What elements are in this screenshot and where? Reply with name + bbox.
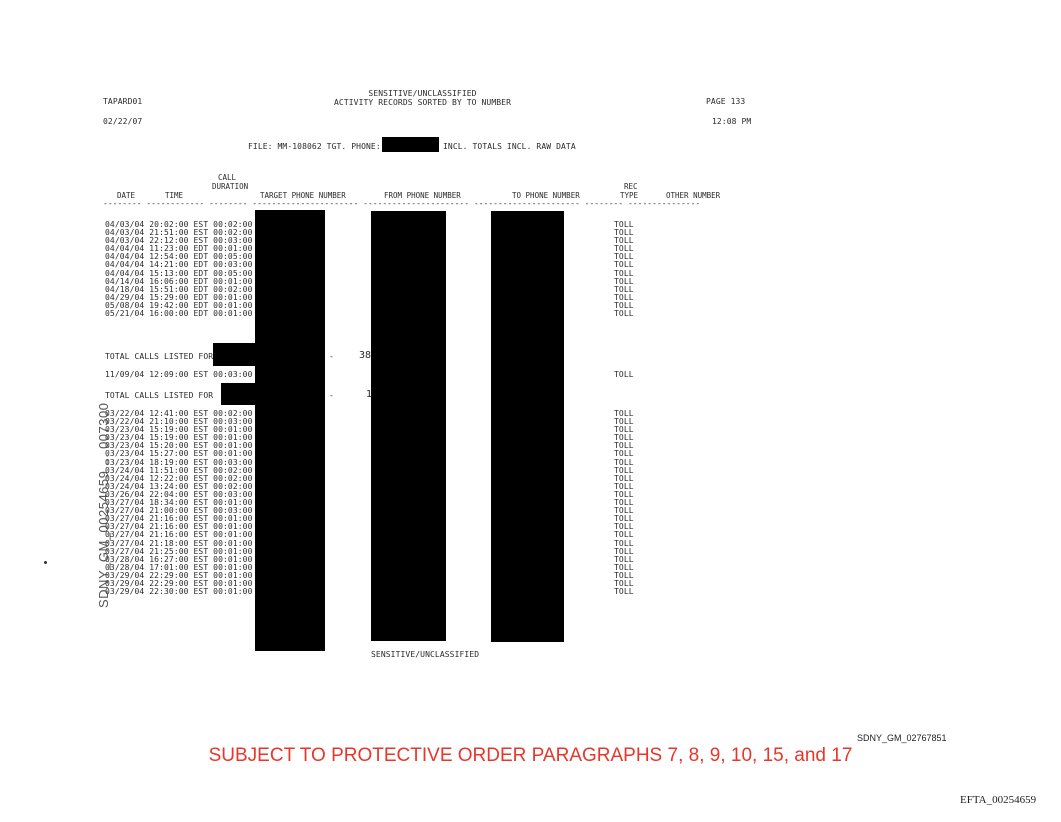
col-target: TARGET PHONE NUMBER [260,191,346,200]
record-datetime-duration: 03/27/04 21:25:00 EST 00:01:00 [105,546,253,556]
record-datetime-duration: 04/03/04 22:12:00 EST 00:03:00 [105,236,253,246]
total-count: 38 [359,350,372,361]
record-type: TOLL [614,284,634,294]
record-datetime-duration: 03/27/04 18:34:00 EST 00:01:00 [105,498,253,508]
record-datetime-duration: 05/21/04 16:00:00 EDT 00:01:00 [105,309,253,319]
total-count: 1 [366,389,373,400]
record-datetime-duration: 03/24/04 12:22:00 EST 00:02:00 [105,473,253,483]
record-datetime-duration: 04/03/04 21:51:00 EST 00:02:00 [105,228,253,238]
record-type: TOLL [614,506,634,516]
classification-bottom: SENSITIVE/UNCLASSIFIED [371,650,480,659]
record-type: TOLL [614,409,634,418]
record-type: TOLL [614,228,634,238]
record-type: TOLL [614,441,634,451]
record-type: TOLL [614,465,634,475]
record-type: TOLL [614,370,634,379]
total-dash: - [329,352,334,361]
record-datetime-duration: 04/04/04 15:13:00 EDT 00:05:00 [105,268,253,278]
record-type: TOLL [614,489,634,499]
record-type: TOLL [614,498,634,508]
report-title: ACTIVITY RECORDS SORTED BY TO NUMBER [334,98,511,107]
record-type: TOLL [614,554,634,564]
record-type: TOLL [614,425,634,435]
record-type: TOLL [614,587,634,597]
col-time: TIME [165,191,184,200]
redaction-to-column [491,211,564,642]
record-datetime-duration: 03/23/04 15:19:00 EST 00:01:00 [105,425,253,435]
record-datetime-duration: 04/04/04 11:23:00 EDT 00:01:00 [105,244,253,254]
total-dash: - [329,391,334,400]
record-type: TOLL [614,417,634,427]
record-type: TOLL [614,481,634,491]
record-type: TOLL [614,220,634,229]
record-type: TOLL [614,292,634,302]
classification-top: SENSITIVE/UNCLASSIFIED [368,89,477,98]
protective-order-notice: SUBJECT TO PROTECTIVE ORDER PARAGRAPHS 7, 8, 9, 10, 15, and 17 [208,745,853,766]
bates-number: SDNY_GM_02767851 [857,733,947,743]
record-type: TOLL [614,449,634,459]
record-datetime-duration: 04/04/04 14:21:00 EDT 00:03:00 [105,260,253,270]
side-bates-stamp: SDNY_GM_00254659 … 007300 [96,402,111,608]
col-call: CALL [218,173,237,182]
record-datetime-duration: 03/28/04 17:01:00 EST 00:01:00 [105,562,253,572]
col-type: TYPE [620,191,639,200]
scan-artifact-dot [44,561,47,564]
col-other: OTHER NUMBER [666,191,721,200]
redaction-target-column [255,210,325,651]
record-datetime-duration: 03/27/04 21:16:00 EST 00:01:00 [105,514,253,524]
record-datetime-duration: 03/27/04 21:16:00 EST 00:01:00 [105,530,253,540]
record-datetime-duration: 03/22/04 12:41:00 EST 00:02:00 [105,409,253,418]
record-datetime-duration: 03/24/04 13:24:00 EST 00:02:00 [105,481,253,491]
report-time: 12:08 PM [712,117,752,126]
record-type: TOLL [614,244,634,254]
record-datetime-duration: 03/29/04 22:29:00 EST 00:01:00 [105,578,253,588]
record-type: TOLL [614,260,634,270]
efta-number: EFTA_00254659 [960,794,1037,806]
record-datetime-duration: 03/23/04 15:20:00 EST 00:01:00 [105,441,253,451]
record-datetime-duration: 03/26/04 22:04:00 EST 00:03:00 [105,489,253,499]
record-datetime-duration: 03/24/04 11:51:00 EST 00:02:00 [105,465,253,475]
header-rule: -------- ------------ -------- ---------------------- ---------------------- ---------------------- -------- --------------- [103,199,701,208]
col-duration: DURATION [212,182,249,191]
report-date: 02/22/07 [103,117,143,126]
redaction-total-b [221,383,281,405]
file-line-left: FILE: MM-108062 TGT. PHONE: [248,142,381,151]
record-type: TOLL [614,236,634,246]
record-datetime-duration: 03/23/04 15:27:00 EST 00:01:00 [105,449,253,459]
record-type: TOLL [614,546,634,556]
record-datetime-duration: 04/14/04 16:06:00 EDT 00:01:00 [105,276,253,286]
record-type: TOLL [614,530,634,540]
record-datetime-duration: 03/29/04 22:29:00 EST 00:01:00 [105,570,253,580]
record-type: TOLL [614,309,634,319]
record-datetime-duration: 05/08/04 19:42:00 EDT 00:01:00 [105,300,253,310]
redaction-from-column [371,211,446,641]
record-type: TOLL [614,457,634,467]
record-datetime-duration: 04/29/04 15:29:00 EDT 00:01:00 [105,292,253,302]
record-type: TOLL [614,522,634,532]
col-date: DATE [117,191,136,200]
record-datetime-duration: 03/23/04 18:19:00 EST 00:03:00 [105,457,253,467]
file-line-right: INCL. TOTALS INCL. RAW DATA [443,142,576,151]
record-datetime-duration: 03/27/04 21:00:00 EST 00:03:00 [105,506,253,516]
col-rec: REC [624,182,638,191]
record-datetime-duration: 11/09/04 12:09:00 EST 00:03:00 [105,370,253,379]
record-type: TOLL [614,578,634,588]
total-calls-label: TOTAL CALLS LISTED FOR [105,391,214,400]
record-type: TOLL [614,252,634,262]
record-datetime-duration: 03/23/04 15:19:00 EST 00:01:00 [105,433,253,443]
record-datetime-duration: 03/28/04 16:27:00 EST 00:01:00 [105,554,253,564]
record-type: TOLL [614,538,634,548]
col-to: TO PHONE NUMBER [512,191,580,200]
record-datetime-duration: 04/03/04 20:02:00 EST 00:02:00 [105,220,253,229]
record-datetime-duration: 04/04/04 12:54:00 EDT 00:05:00 [105,252,253,262]
record-type: TOLL [614,276,634,286]
total-calls-label: TOTAL CALLS LISTED FOR [105,352,214,361]
record-type: TOLL [614,514,634,524]
redaction-target-phone [382,137,439,152]
record-type: TOLL [614,570,634,580]
record-type: TOLL [614,473,634,483]
record-type: TOLL [614,300,634,310]
record-datetime-duration: 03/22/04 21:10:00 EST 00:03:00 [105,417,253,427]
page-number: PAGE 133 [706,97,746,106]
record-datetime-duration: 03/29/04 22:30:00 EST 00:01:00 [105,587,253,597]
record-type: TOLL [614,433,634,443]
col-from: FROM PHONE NUMBER [384,191,461,200]
record-datetime-duration: 04/18/04 15:51:00 EDT 00:02:00 [105,284,253,294]
redaction-total-a [213,343,280,366]
record-datetime-duration: 03/27/04 21:18:00 EST 00:01:00 [105,538,253,548]
report-code: TAPARD01 [103,97,143,106]
record-type: TOLL [614,562,634,572]
record-type: TOLL [614,268,634,278]
record-datetime-duration: 03/27/04 21:16:00 EST 00:01:00 [105,522,253,532]
